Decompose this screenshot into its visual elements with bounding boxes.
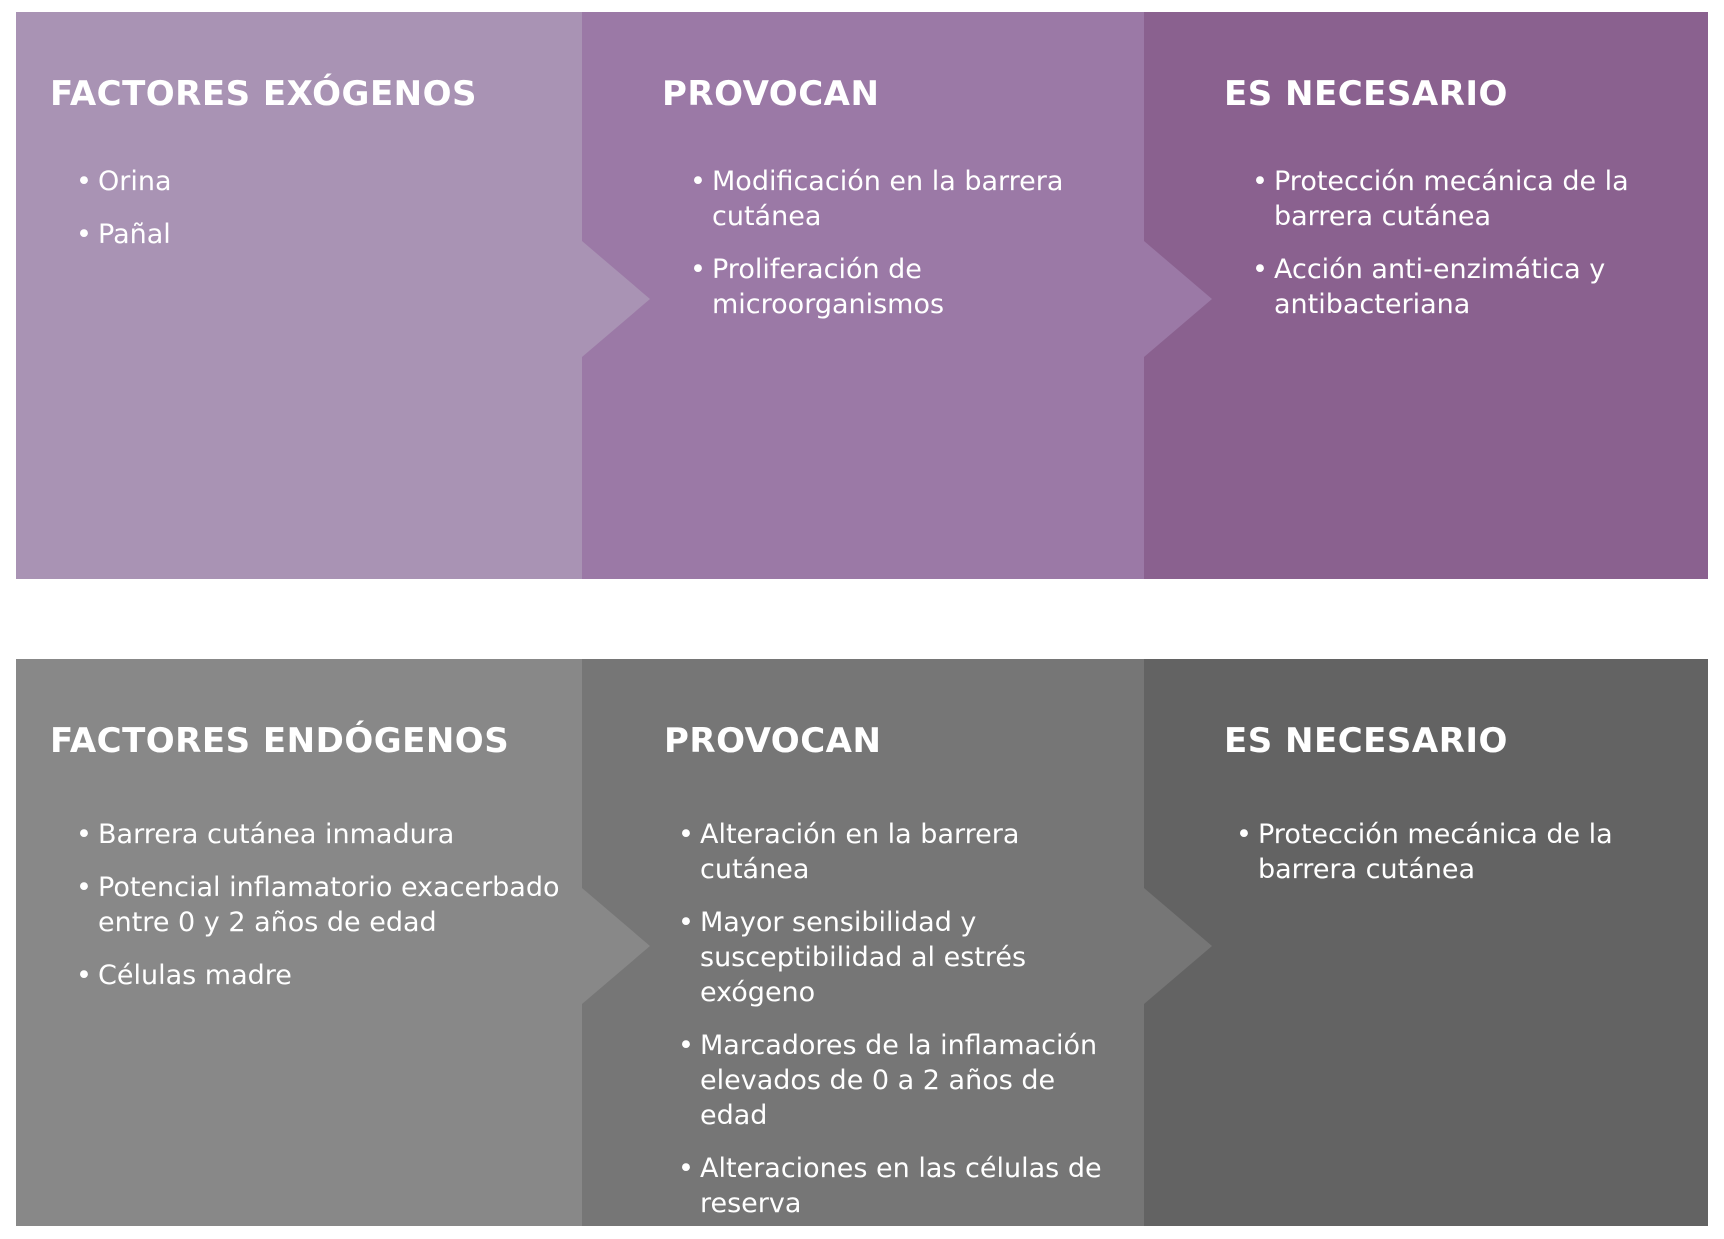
list-item: • Barrera cutánea inmadura	[76, 819, 455, 850]
endogenous-provocan-panel	[582, 659, 1144, 1226]
list-item: • Pañal	[76, 219, 171, 250]
list-item: • Protección mecánica de la barrera cutánea	[1236, 819, 1613, 885]
list-item: • Proliferación de microorganismos	[690, 254, 945, 320]
list-item: • Modificación en la barrera cutánea	[690, 166, 1064, 232]
endogenous-necesario-heading: ES NECESARIO	[1224, 721, 1508, 761]
endogenous-provocan-list	[678, 817, 1128, 1239]
exogenous-factors-list	[76, 164, 556, 270]
exogenous-factors-heading: FACTORES EXÓGENOS	[50, 74, 478, 114]
endogenous-factors-heading: FACTORES ENDÓGENOS	[50, 721, 510, 761]
exogenous-necesario-list	[1252, 164, 1632, 340]
list-item: • Alteración en la barrera cutánea	[678, 819, 1020, 885]
chevron-right-icon	[1144, 241, 1212, 357]
exogenous-factors-panel	[16, 12, 582, 579]
exogenous-necesario-heading: ES NECESARIO	[1224, 74, 1508, 114]
list-item: • Potencial inflamatorio exacerbado entre 0 y 2 años de edad	[76, 872, 560, 938]
exogenous-provocan-heading: PROVOCAN	[662, 74, 880, 114]
exogenous-band	[16, 12, 1708, 579]
list-item: • Marcadores de la inflamación elevados de 0 a 2 años de edad	[678, 1030, 1098, 1131]
list-item: • Orina	[76, 166, 172, 197]
list-item: • Mayor sensibilidad y susceptibilidad al estrés exógeno	[678, 907, 1027, 1008]
list-item: • Acción anti-enzimática y antibacteriana	[1252, 254, 1606, 320]
list-item: • Células madre	[76, 960, 292, 991]
exogenous-necesario-panel	[1144, 12, 1708, 579]
chevron-right-icon	[582, 241, 650, 357]
endogenous-band	[16, 659, 1708, 1226]
endogenous-necesario-list	[1236, 817, 1616, 905]
chevron-right-icon	[582, 888, 650, 1004]
chevron-right-icon	[1144, 888, 1212, 1004]
list-item: • Protección mecánica de la barrera cutánea	[1252, 166, 1629, 232]
endogenous-factors-panel	[16, 659, 582, 1226]
list-item: • Alteraciones en las células de reserva	[678, 1153, 1102, 1219]
exogenous-provocan-panel	[582, 12, 1144, 579]
endogenous-factors-list	[76, 817, 566, 1011]
endogenous-necesario-panel	[1144, 659, 1708, 1226]
endogenous-provocan-heading: PROVOCAN	[664, 721, 882, 761]
exogenous-provocan-list	[690, 164, 1110, 340]
